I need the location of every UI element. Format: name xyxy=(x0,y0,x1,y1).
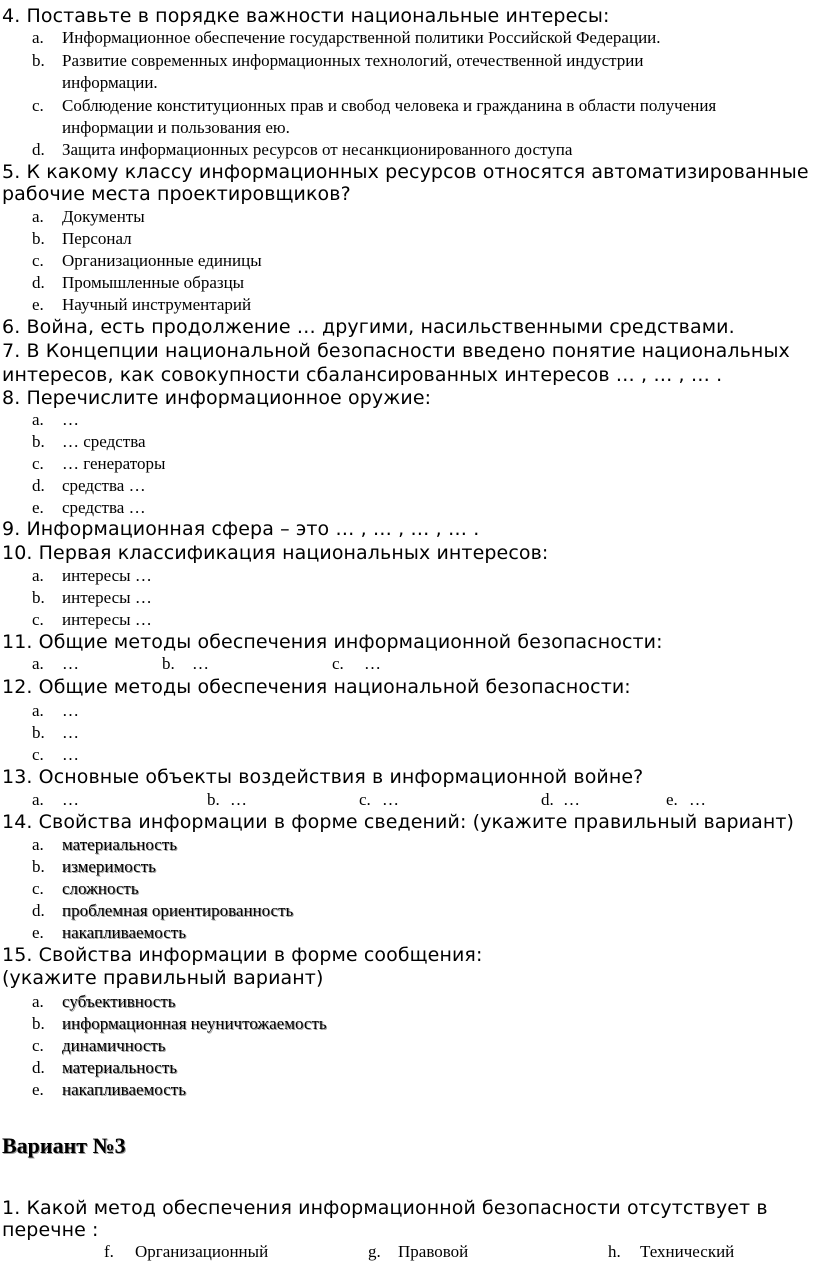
option-letter: h. xyxy=(608,1242,621,1261)
option-letter: a. xyxy=(32,992,44,1011)
option-letter: b. xyxy=(32,723,45,742)
question-12-title: 12. Общие методы обеспечения национальной безопасности: xyxy=(2,676,631,698)
option-text: средства … xyxy=(62,476,146,495)
option-text: Технический xyxy=(640,1242,735,1261)
option-text: накапливаемость xyxy=(62,923,186,942)
option-letter: b. xyxy=(162,654,175,673)
option-letter: e. xyxy=(32,923,44,942)
option-letter: c. xyxy=(32,745,44,764)
option-text: Промышленные образцы xyxy=(62,273,245,292)
option-text: … xyxy=(62,723,79,742)
option-text: сложность xyxy=(62,879,139,898)
option-text-continued: информации. xyxy=(62,73,158,92)
option-letter: c. xyxy=(32,879,44,898)
option-letter: b. xyxy=(32,51,45,70)
option-letter: c. xyxy=(32,610,44,629)
option-letter: c. xyxy=(359,790,371,809)
option-text: … xyxy=(230,790,247,809)
option-letter: b. xyxy=(32,857,45,876)
option-text: проблемная ориентированность xyxy=(62,901,294,920)
option-letter: e. xyxy=(666,790,678,809)
option-text: динамичность xyxy=(62,1036,166,1055)
option-text: … xyxy=(689,790,706,809)
option-letter: b. xyxy=(32,1014,45,1033)
option-text: субъективность xyxy=(62,992,176,1011)
option-text: … xyxy=(62,410,79,429)
option-text: … xyxy=(62,654,79,673)
option-text: измеримость xyxy=(62,857,156,876)
option-letter: a. xyxy=(32,566,44,585)
option-letter: e. xyxy=(32,1080,44,1099)
question-5-title-continued: рабочие места проектировщиков? xyxy=(2,183,351,205)
option-letter: d. xyxy=(32,140,45,159)
option-text: Правовой xyxy=(398,1242,469,1261)
option-letter: g. xyxy=(368,1242,381,1261)
question-14-title: 14. Свойства информации в форме сведений: (укажите правильный вариант) xyxy=(2,811,795,833)
question-7-title: 7. В Концепции национальной безопасности введено понятие национальных xyxy=(2,340,790,362)
option-text: … средства xyxy=(62,432,146,451)
option-text: информационная неуничтожаемость xyxy=(62,1014,327,1033)
option-text: Защита информационных ресурсов от несанкционированного доступа xyxy=(62,140,573,159)
option-letter: e. xyxy=(32,295,44,314)
question-15-title: 15. Свойства информации в форме сообщения: xyxy=(2,944,483,966)
question-5-title: 5. К какому классу информационных ресурсов относятся автоматизированные xyxy=(2,161,809,183)
option-letter: c. xyxy=(32,454,44,473)
question-15-title-continued: (укажите правильный вариант) xyxy=(2,967,324,989)
option-text: Организационный xyxy=(135,1242,269,1261)
option-letter: f. xyxy=(104,1242,114,1261)
option-text: … xyxy=(62,790,79,809)
option-text: … xyxy=(563,790,580,809)
question-6-title: 6. Война, есть продолжение … другими, насильственными средствами. xyxy=(2,316,735,338)
option-letter: a. xyxy=(32,701,44,720)
option-text: … xyxy=(62,701,79,720)
option-letter: b. xyxy=(32,588,45,607)
option-letter: d. xyxy=(32,1058,45,1077)
variant-3-question-1-title-continued: перечне : xyxy=(2,1219,99,1241)
option-text-continued: информации и пользования ею. xyxy=(62,118,290,137)
option-text: Соблюдение конституционных прав и свобод человека и гражданина в области получения xyxy=(62,96,717,115)
option-letter: b. xyxy=(207,790,220,809)
option-text: материальность xyxy=(62,1058,177,1077)
question-7-title-continued: интересов, как совокупности сбалансированных интересов … , … , … . xyxy=(2,364,723,386)
option-letter: d. xyxy=(32,273,45,292)
option-letter: d. xyxy=(541,790,554,809)
variant-heading: Вариант №3 xyxy=(2,1133,126,1158)
option-letter: a. xyxy=(32,790,44,809)
option-text: … xyxy=(192,654,209,673)
option-text: Развитие современных информационных технологий, отечественной индустрии xyxy=(62,51,644,70)
option-letter: a. xyxy=(32,28,44,47)
question-8-title: 8. Перечислите информационное оружие: xyxy=(2,387,432,409)
option-text: Документы xyxy=(62,207,145,226)
question-13-title: 13. Основные объекты воздействия в информационной войне? xyxy=(2,766,644,788)
option-letter: a. xyxy=(32,654,44,673)
option-text: интересы … xyxy=(62,566,152,585)
option-text: Организационные единицы xyxy=(62,251,262,270)
option-text: … генераторы xyxy=(62,454,166,473)
option-letter: a. xyxy=(32,410,44,429)
option-letter: d. xyxy=(32,901,45,920)
option-text: материальность xyxy=(62,835,177,854)
question-9-title: 9. Информационная сфера – это … , … , … , … . xyxy=(2,518,480,540)
option-letter: a. xyxy=(32,835,44,854)
option-letter: c. xyxy=(32,1036,44,1055)
option-letter: b. xyxy=(32,229,45,248)
option-text: … xyxy=(382,790,399,809)
option-letter: c. xyxy=(32,96,44,115)
option-letter: d. xyxy=(32,476,45,495)
question-10-title: 10. Первая классификация национальных интересов: xyxy=(2,542,549,564)
option-text: интересы … xyxy=(62,610,152,629)
option-letter: a. xyxy=(32,207,44,226)
question-4-title: 4. Поставьте в порядке важности национальные интересы: xyxy=(2,5,610,27)
option-text: накапливаемость xyxy=(62,1080,186,1099)
option-text: … xyxy=(364,654,381,673)
option-letter: b. xyxy=(32,432,45,451)
option-text: Персонал xyxy=(62,229,132,248)
option-text: интересы … xyxy=(62,588,152,607)
option-text: … xyxy=(62,745,79,764)
option-letter: c. xyxy=(332,654,344,673)
question-11-title: 11. Общие методы обеспечения информационной безопасности: xyxy=(2,631,663,653)
option-letter: c. xyxy=(32,251,44,270)
option-letter: e. xyxy=(32,498,44,517)
variant-3-question-1-title: 1. Какой метод обеспечения информационной безопасности отсутствует в xyxy=(2,1197,768,1219)
option-text: Научный инструментарий xyxy=(62,295,252,314)
option-text: средства … xyxy=(62,498,146,517)
option-text: Информационное обеспечение государственной политики Российской Федерации. xyxy=(62,28,661,47)
